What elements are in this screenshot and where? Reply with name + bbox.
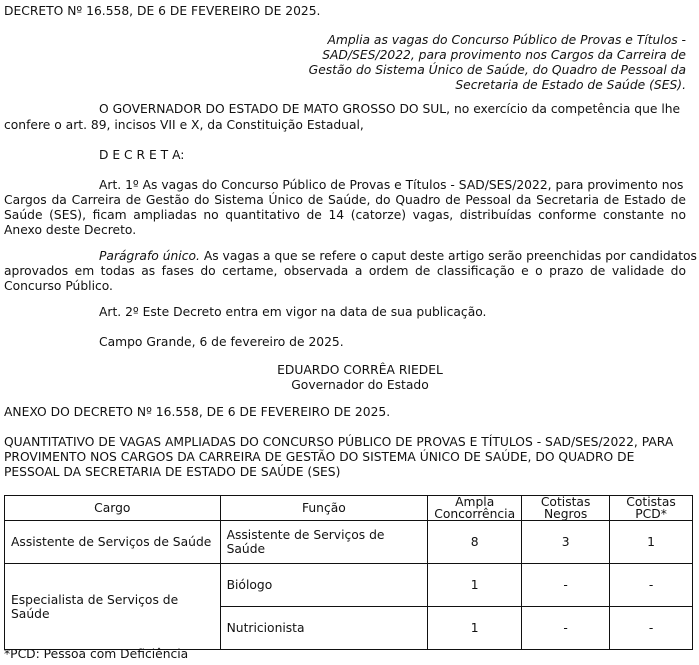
cell-cargo: Especialista de Serviços de Saúde <box>5 564 221 650</box>
art1-body: Cargos da Carreira de Gestão do Sistema Único de Saúde, do Quadro de Pessoal da Secretaria de Estado de Saúde (SES), ficam ampliadas no quantitativo de 14 (catorze) vagas, distribuídas conforme constante no Anexo deste Decreto. <box>4 193 686 237</box>
cell-funcao: Assistente de Serviços de Saúde <box>220 521 428 564</box>
paragrafo-body: aprovados em todas as fases do certame, observada a ordem de classificação e o prazo de validade do Concurso Público. <box>4 264 686 293</box>
vacancy-table <box>4 495 693 650</box>
place-date: Campo Grande, 6 de fevereiro de 2025. <box>99 335 344 349</box>
cell-pcd: 1 <box>610 521 693 564</box>
cell-negros: - <box>522 607 610 650</box>
paragrafo-first-line <box>99 249 697 264</box>
cell-funcao: Nutricionista <box>220 607 428 650</box>
footnote: *PCD: Pessoa com Deficiência <box>4 647 189 661</box>
header-pcd: Cotistas PCD* <box>610 496 693 521</box>
preamble-line-2: confere o art. 89, incisos VII e X, da Constituição Estadual, <box>4 118 364 132</box>
annex-subtitle: QUANTITATIVO DE VAGAS AMPLIADAS DO CONCURSO PÚBLICO DE PROVAS E TÍTULOS - SAD/SES/2022, PARA PROVIMENTO NOS CARGOS DA CARREIRA DE GESTÃO DO SISTEMA ÚNICO DE SAÚDE, DO QUADRO DE PESSOAL DA SECRETARIA DE ESTADO DE SAÚDE (SES) <box>4 435 674 479</box>
decreta-heading: D E C R E T A: <box>99 148 185 162</box>
cell-negros: - <box>522 564 610 607</box>
paragrafo-first-line-text: As vagas a que se refere o caput deste artigo serão preenchidas por candidatos <box>199 249 697 263</box>
cell-pcd: - <box>610 607 693 650</box>
art1-first-line: Art. 1º As vagas do Concurso Público de Provas e Títulos - SAD/SES/2022, para provimento nos <box>99 178 684 192</box>
cell-funcao: Biólogo <box>220 564 428 607</box>
cell-ampla: 1 <box>428 564 522 607</box>
preamble-line-1: O GOVERNADOR DO ESTADO DE MATO GROSSO DO SUL, no exercício da competência que lhe <box>99 102 681 116</box>
decree-title: DECRETO Nº 16.558, DE 6 DE FEVEREIRO DE 2025. <box>4 4 321 18</box>
table-row <box>5 564 693 607</box>
decree-ementa: Amplia as vagas do Concurso Público de Provas e Títulos - SAD/SES/2022, para provimento nos Cargos da Carreira de Gestão do Sistema Único de Saúde, do Quadro de Pessoal da Secretaria de Estado de Saúde (SES). <box>308 33 686 92</box>
cell-ampla: 8 <box>428 521 522 564</box>
table-row <box>5 521 693 564</box>
cell-pcd: - <box>610 564 693 607</box>
header-negros: Cotistas Negros <box>522 496 610 521</box>
table-header-row <box>5 496 693 521</box>
header-funcao: Função <box>220 496 428 521</box>
art2: Art. 2º Este Decreto entra em vigor na data de sua publicação. <box>99 305 487 319</box>
header-ampla: Ampla Concorrência <box>428 496 522 521</box>
signer-name: EDUARDO CORRÊA RIEDEL <box>277 363 443 377</box>
header-cargo: Cargo <box>5 496 221 521</box>
paragrafo-label: Parágrafo único. <box>99 249 200 263</box>
cell-negros: 3 <box>522 521 610 564</box>
signer-role: Governador do Estado <box>291 378 429 392</box>
cell-cargo: Assistente de Serviços de Saúde <box>5 521 221 564</box>
cell-ampla: 1 <box>428 607 522 650</box>
annex-title: ANEXO DO DECRETO Nº 16.558, DE 6 DE FEVEREIRO DE 2025. <box>4 405 391 419</box>
